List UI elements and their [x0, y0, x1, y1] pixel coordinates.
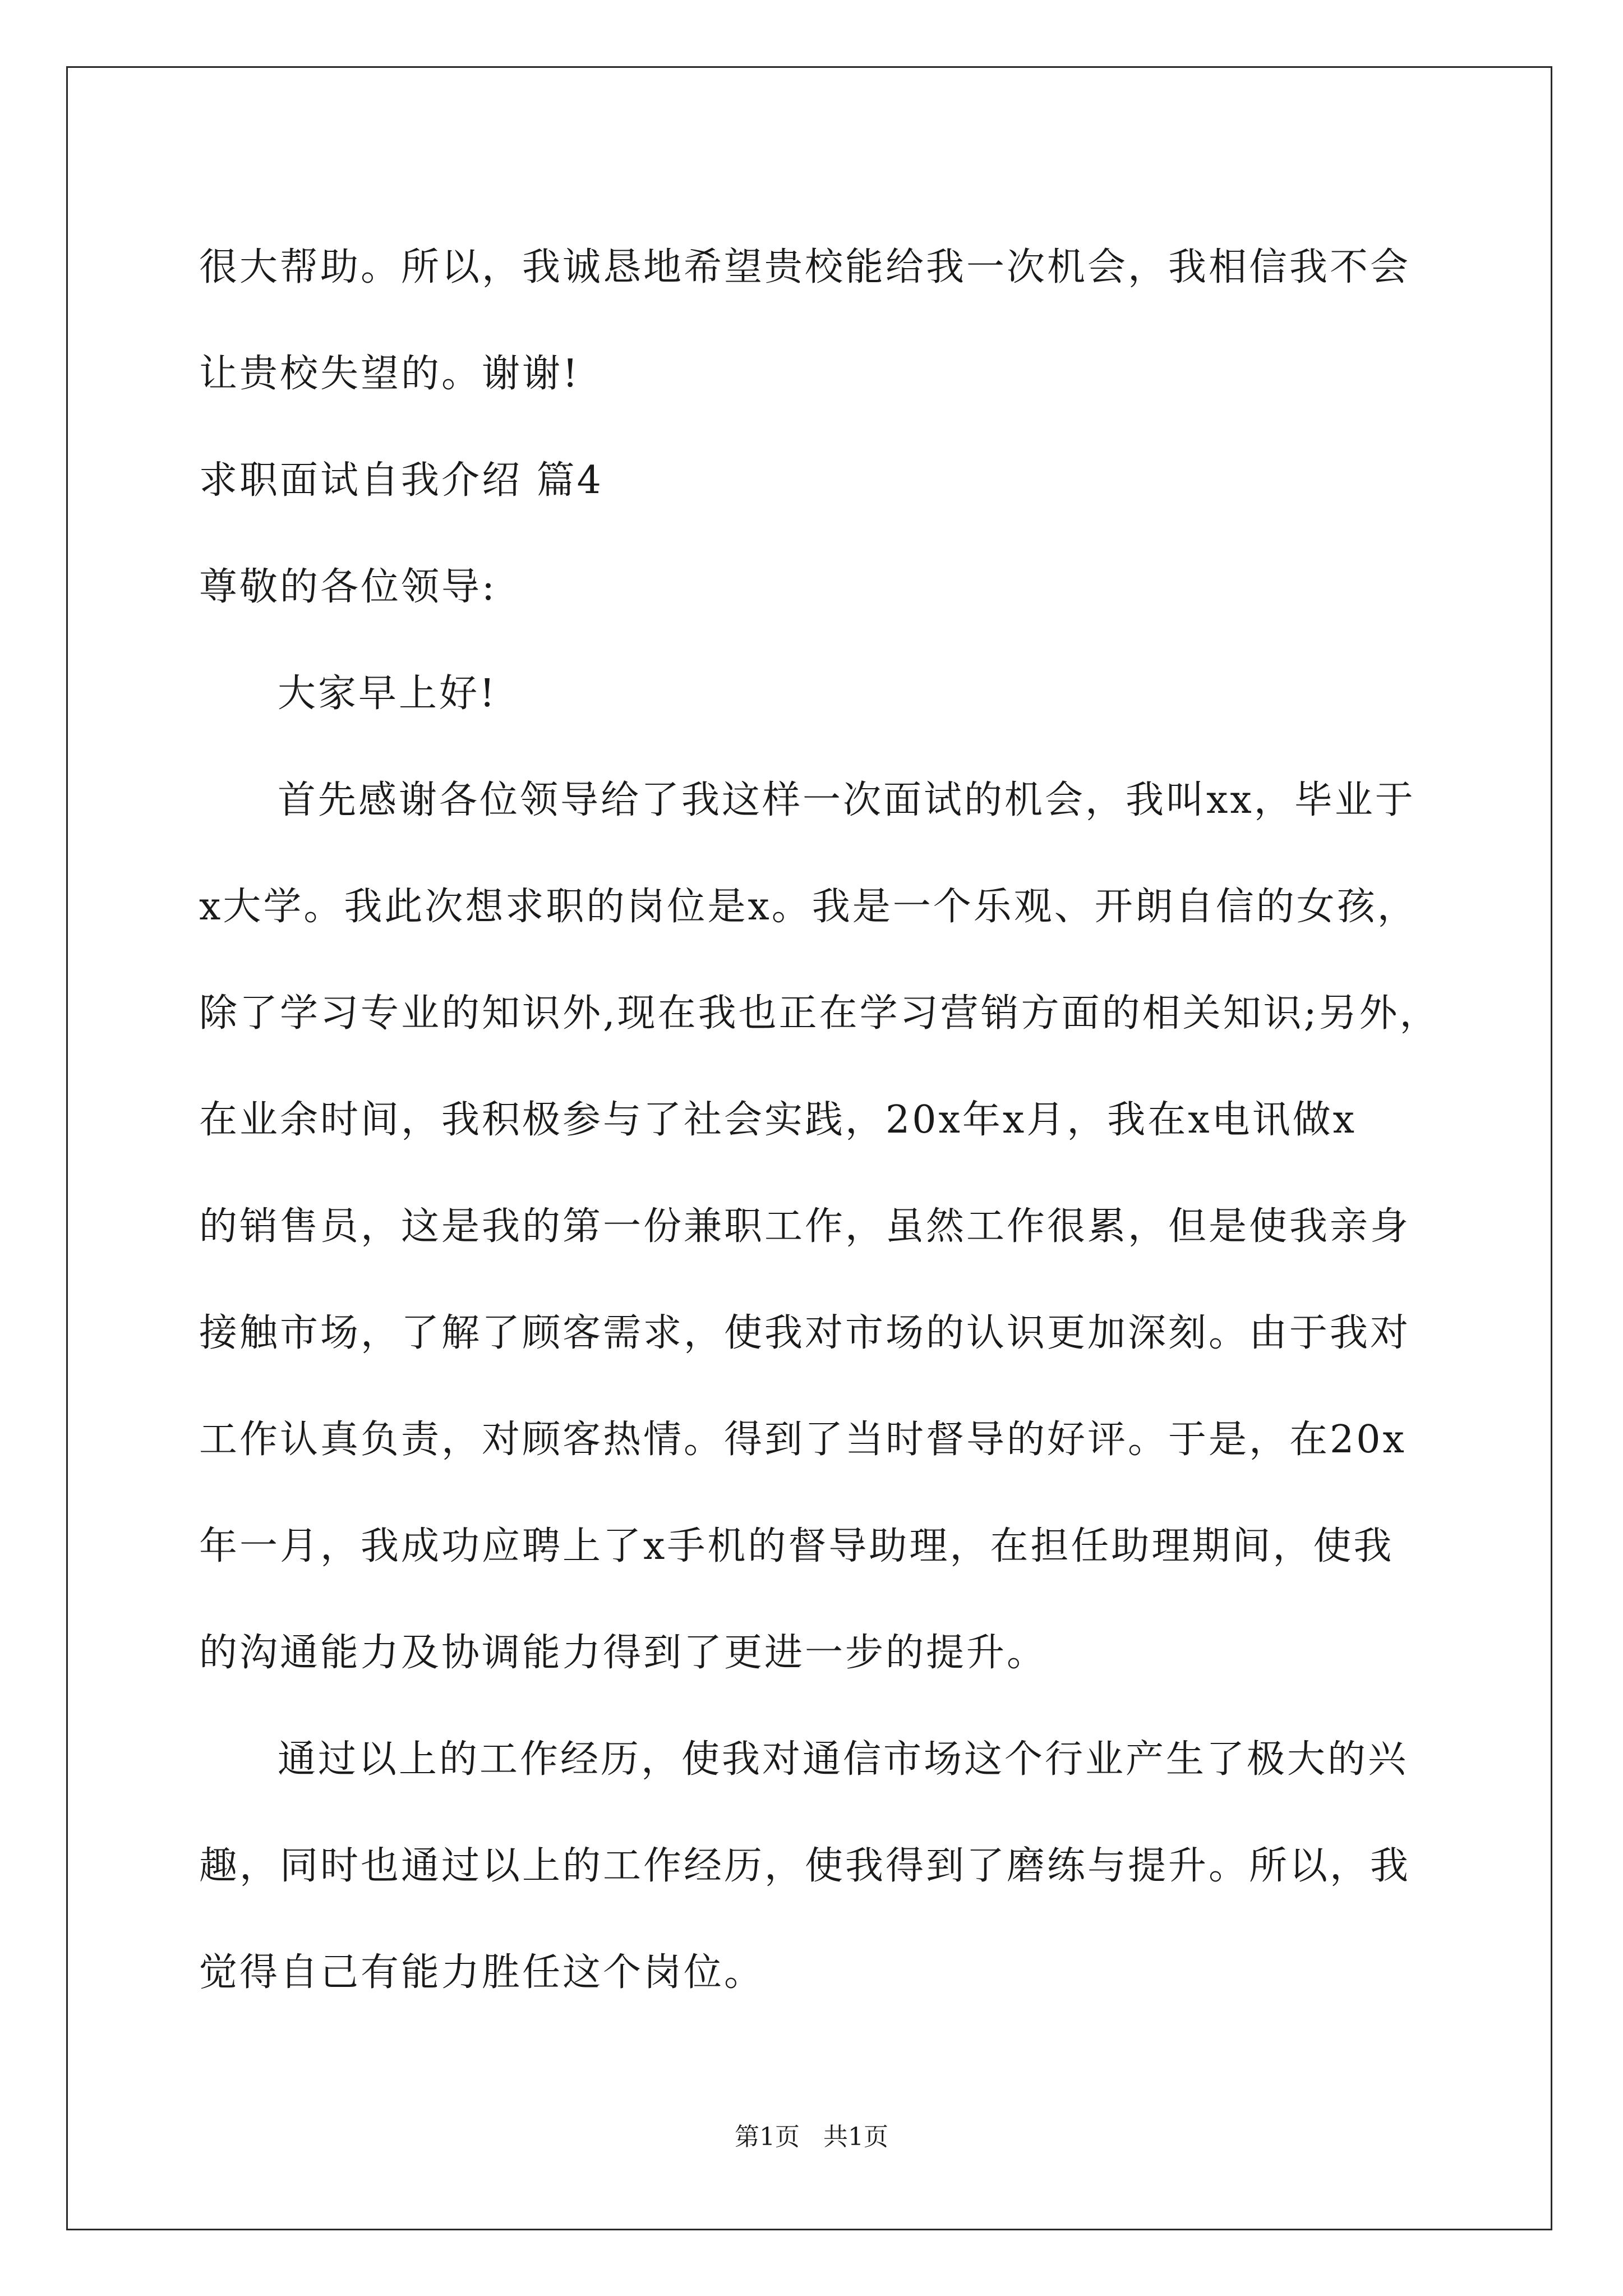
text-line: 趣，同时也通过以上的工作经历，使我得到了磨练与提升。所以，我	[199, 1844, 1411, 1888]
text-line: 让贵校失望的。谢谢!	[199, 352, 580, 396]
text-line: 首先感谢各位领导给了我这样一次面试的机会，我叫xx，毕业于	[278, 778, 1415, 822]
text-line: 接触市场，了解了顾客需求，使我对市场的认识更加深刻。由于我对	[199, 1311, 1411, 1355]
section-heading: 求职面试自我介绍 篇4	[199, 458, 603, 503]
greeting: 大家早上好!	[278, 671, 497, 716]
text-line: 年一月，我成功应聘上了x手机的督导助理，在担任助理期间，使我	[199, 1524, 1394, 1568]
text-line: 的沟通能力及协调能力得到了更进一步的提升。	[199, 1631, 1048, 1675]
salutation: 尊敬的各位领导:	[199, 565, 497, 609]
document-body	[199, 214, 1440, 2026]
text-line: 除了学习专业的知识外,现在我也正在学习营销方面的相关知识;另外，	[199, 991, 1440, 1036]
text-line: 通过以上的工作经历，使我对通信市场这个行业产生了极大的兴	[278, 1737, 1409, 1782]
text-line: 觉得自己有能力胜任这个岗位。	[199, 1950, 765, 1995]
text-line: 在业余时间，我积极参与了社会实践，20x年x月，我在x电讯做x	[199, 1098, 1357, 1142]
text-line: 的销售员，这是我的第一份兼职工作，虽然工作很累，但是使我亲身	[199, 1204, 1411, 1249]
text-line: x大学。我此次想求职的岗位是x。我是一个乐观、开朗自信的女孩，	[199, 885, 1418, 929]
page-footer: 第1页 共1页	[735, 2123, 888, 2151]
text-line: 很大帮助。所以，我诚恳地希望贵校能给我一次机会，我相信我不会	[199, 245, 1411, 289]
text-line: 工作认真负责，对顾客热情。得到了当时督导的好评。于是，在20x	[199, 1418, 1407, 1462]
